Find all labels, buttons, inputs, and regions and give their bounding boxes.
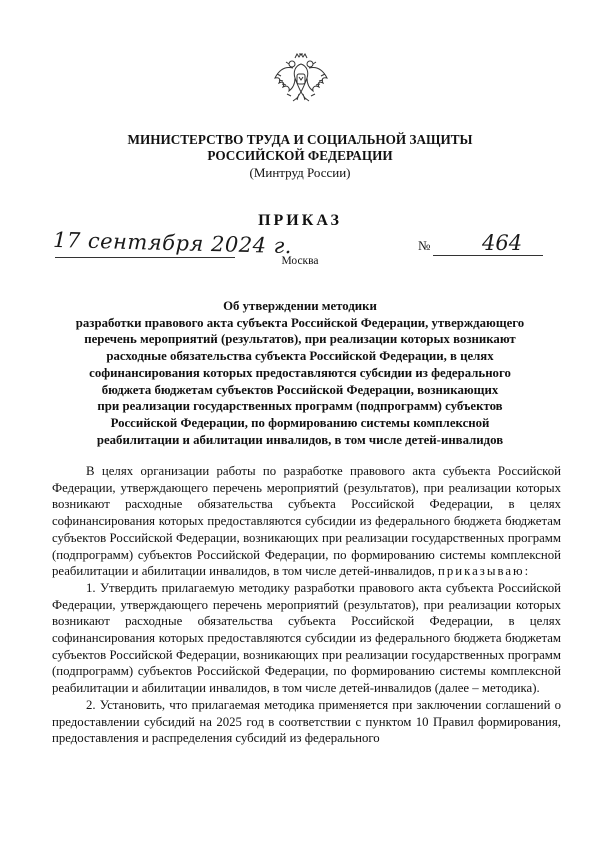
preamble-paragraph [52, 463, 561, 580]
subject-line: при реализации государственных программ (подпрограмм) субъектов [97, 399, 503, 414]
preamble-text: В целях организации работы по разработке правового акта субъекта Российской Федерации, утверждающего перечень мероприятий (результатов), при реализации которых возникают расходные обязательства субъекта Российской Федерации, в целях софинансирования которых предоставляются субсидии из федерального бюджета бюджетам субъектов Российской Федерации, возникающих при реализации государственных программ (подпрограмм) субъектов Российской Федерации, по формированию системы комплексной реабилитации и абилитации инвалидов, в том числе детей-инвалидов, [52, 464, 561, 579]
city-label: Москва [281, 255, 319, 267]
russian-coat-of-arms-icon [269, 50, 333, 114]
subject-line: расходные обязательства субъекта Российской Федерации, в целях [106, 349, 494, 364]
subject-line: перечень мероприятий (результатов), при реализации которых возникают [84, 332, 516, 347]
subject-line: софинансирования которых предоставляются субсидии из федерального [89, 365, 511, 380]
document-title: ПРИКАЗ [258, 212, 342, 229]
number-sign: № [418, 238, 431, 253]
subject-line: Российской Федерации, по формированию системы комплексной [110, 415, 490, 430]
order-subject [40, 298, 560, 448]
clause-1-paragraph: 1. Утвердить прилагаемую методику разработки правового акта субъекта Российской Федерации, утверждающего перечень мероприятий (результатов), при реализации которых возникают расходные обязательства субъекта Российской Федерации, в целях софинансирования которых предоставляются субсидии из федерального бюджета бюджетам субъектов Российской Федерации, возникающих при реализации государственных программ (подпрограмм) субъектов Российской Федерации, по формированию системы комплексной реабилитации и абилитации инвалидов, в том числе детей-инвалидов (далее – методика). [52, 580, 561, 696]
ministry-name-line2: РОССИЙСКОЙ ФЕДЕРАЦИИ [207, 148, 393, 163]
subject-line: бюджета бюджетам субъектов Российской Федерации, возникающих [101, 382, 499, 397]
subject-line: разработки правового акта субъекта Российской Федерации, утверждающего [75, 315, 525, 330]
order-body [52, 463, 561, 747]
clause-2-paragraph: 2. Установить, что прилагаемая методика применяется при заключении соглашений о предоставлении субсидий на 2025 год в соответствии с пунктом 10 Правил формирования, предоставления и распределения субсидий из федерального [52, 697, 561, 746]
subject-line: Об утверждении методики [223, 299, 377, 313]
subject-line: реабилитации и абилитации инвалидов, в том числе детей-инвалидов [96, 432, 504, 447]
order-date: 17 сентября 2024 г. [52, 227, 293, 259]
ministry-short-name: (Минтруд России) [249, 165, 351, 180]
ministry-name-line1: МИНИСТЕРСТВО ТРУДА И СОЦИАЛЬНОЙ ЗАЩИТЫ [127, 132, 473, 147]
order-number: 464 [482, 231, 523, 255]
order-directive: приказываю: [438, 564, 531, 579]
